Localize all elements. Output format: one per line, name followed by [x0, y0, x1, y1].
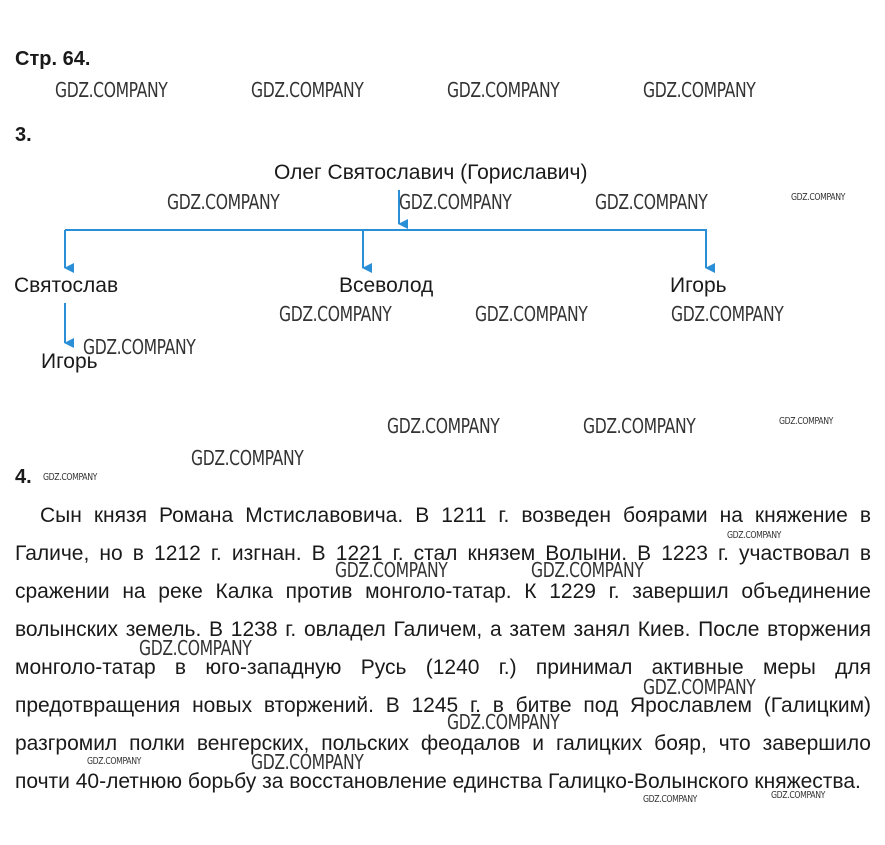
task-4-paragraph: Сын князя Романа Мстиславовича. В 1211 г. возведен боярами на княжение в Галиче, но в 1212 г. изгнан. В 1221 г. стал князем Волыни. В 1223 г. участвовал в сражении на реке Калка против монголо-татар. К 1229 г. завершил объединение волынских земель. В 1238 г. овладел Галичем, а затем занял Киев. После вторжения монголо-татар в юго-западную Русь (1240 г.) принимал активные меры для предотвращения новых вторжений. В 1245 г. в битве под Ярославлем (Галицким) разгромил полки венгерских, польских феодалов и галицких бояр, что завершило почти 40-летнюю борьбу за восстановление единства Галицко-Волынского княжества. — [15, 504, 871, 793]
watermark: GDZ.COMPANY — [791, 192, 846, 203]
watermark: GDZ.COMPANY — [139, 636, 252, 660]
task-4-number: 4. — [15, 466, 32, 488]
watermark: GDZ.COMPANY — [595, 190, 708, 214]
watermark: GDZ.COMPANY — [191, 446, 304, 470]
tree-grandchild-igor: Игорь — [41, 350, 98, 373]
watermark: GDZ.COMPANY — [387, 414, 500, 438]
watermark: GDZ.COMPANY — [583, 414, 696, 438]
watermark: GDZ.COMPANY — [251, 750, 364, 774]
watermark: GDZ.COMPANY — [475, 302, 588, 326]
watermark: GDZ.COMPANY — [447, 78, 560, 102]
watermark: GDZ.COMPANY — [727, 530, 782, 541]
watermark: GDZ.COMPANY — [771, 790, 826, 801]
watermark: GDZ.COMPANY — [335, 558, 448, 582]
watermark: GDZ.COMPANY — [167, 190, 280, 214]
watermark: GDZ.COMPANY — [87, 756, 142, 767]
tree-child-vsevolod: Всеволод — [339, 274, 434, 297]
watermark: GDZ.COMPANY — [43, 472, 98, 483]
watermark: GDZ.COMPANY — [83, 335, 196, 359]
watermark: GDZ.COMPANY — [643, 78, 756, 102]
watermark: GDZ.COMPANY — [779, 416, 834, 427]
watermark: GDZ.COMPANY — [399, 190, 512, 214]
tree-root: Олег Святославич (Гориславич) — [274, 161, 588, 184]
watermark: GDZ.COMPANY — [643, 794, 698, 805]
task-3-number: 3. — [15, 124, 32, 146]
watermark: GDZ.COMPANY — [531, 558, 644, 582]
watermark: GDZ.COMPANY — [671, 302, 784, 326]
watermark: GDZ.COMPANY — [251, 78, 364, 102]
watermark: GDZ.COMPANY — [643, 675, 756, 699]
tree-child-igor: Игорь — [670, 274, 727, 297]
watermark: GDZ.COMPANY — [447, 710, 560, 734]
watermark: GDZ.COMPANY — [55, 78, 168, 102]
watermark: GDZ.COMPANY — [279, 302, 392, 326]
page-label: Стр. 64. — [15, 48, 91, 70]
tree-child-svyatoslav: Святослав — [14, 274, 119, 297]
